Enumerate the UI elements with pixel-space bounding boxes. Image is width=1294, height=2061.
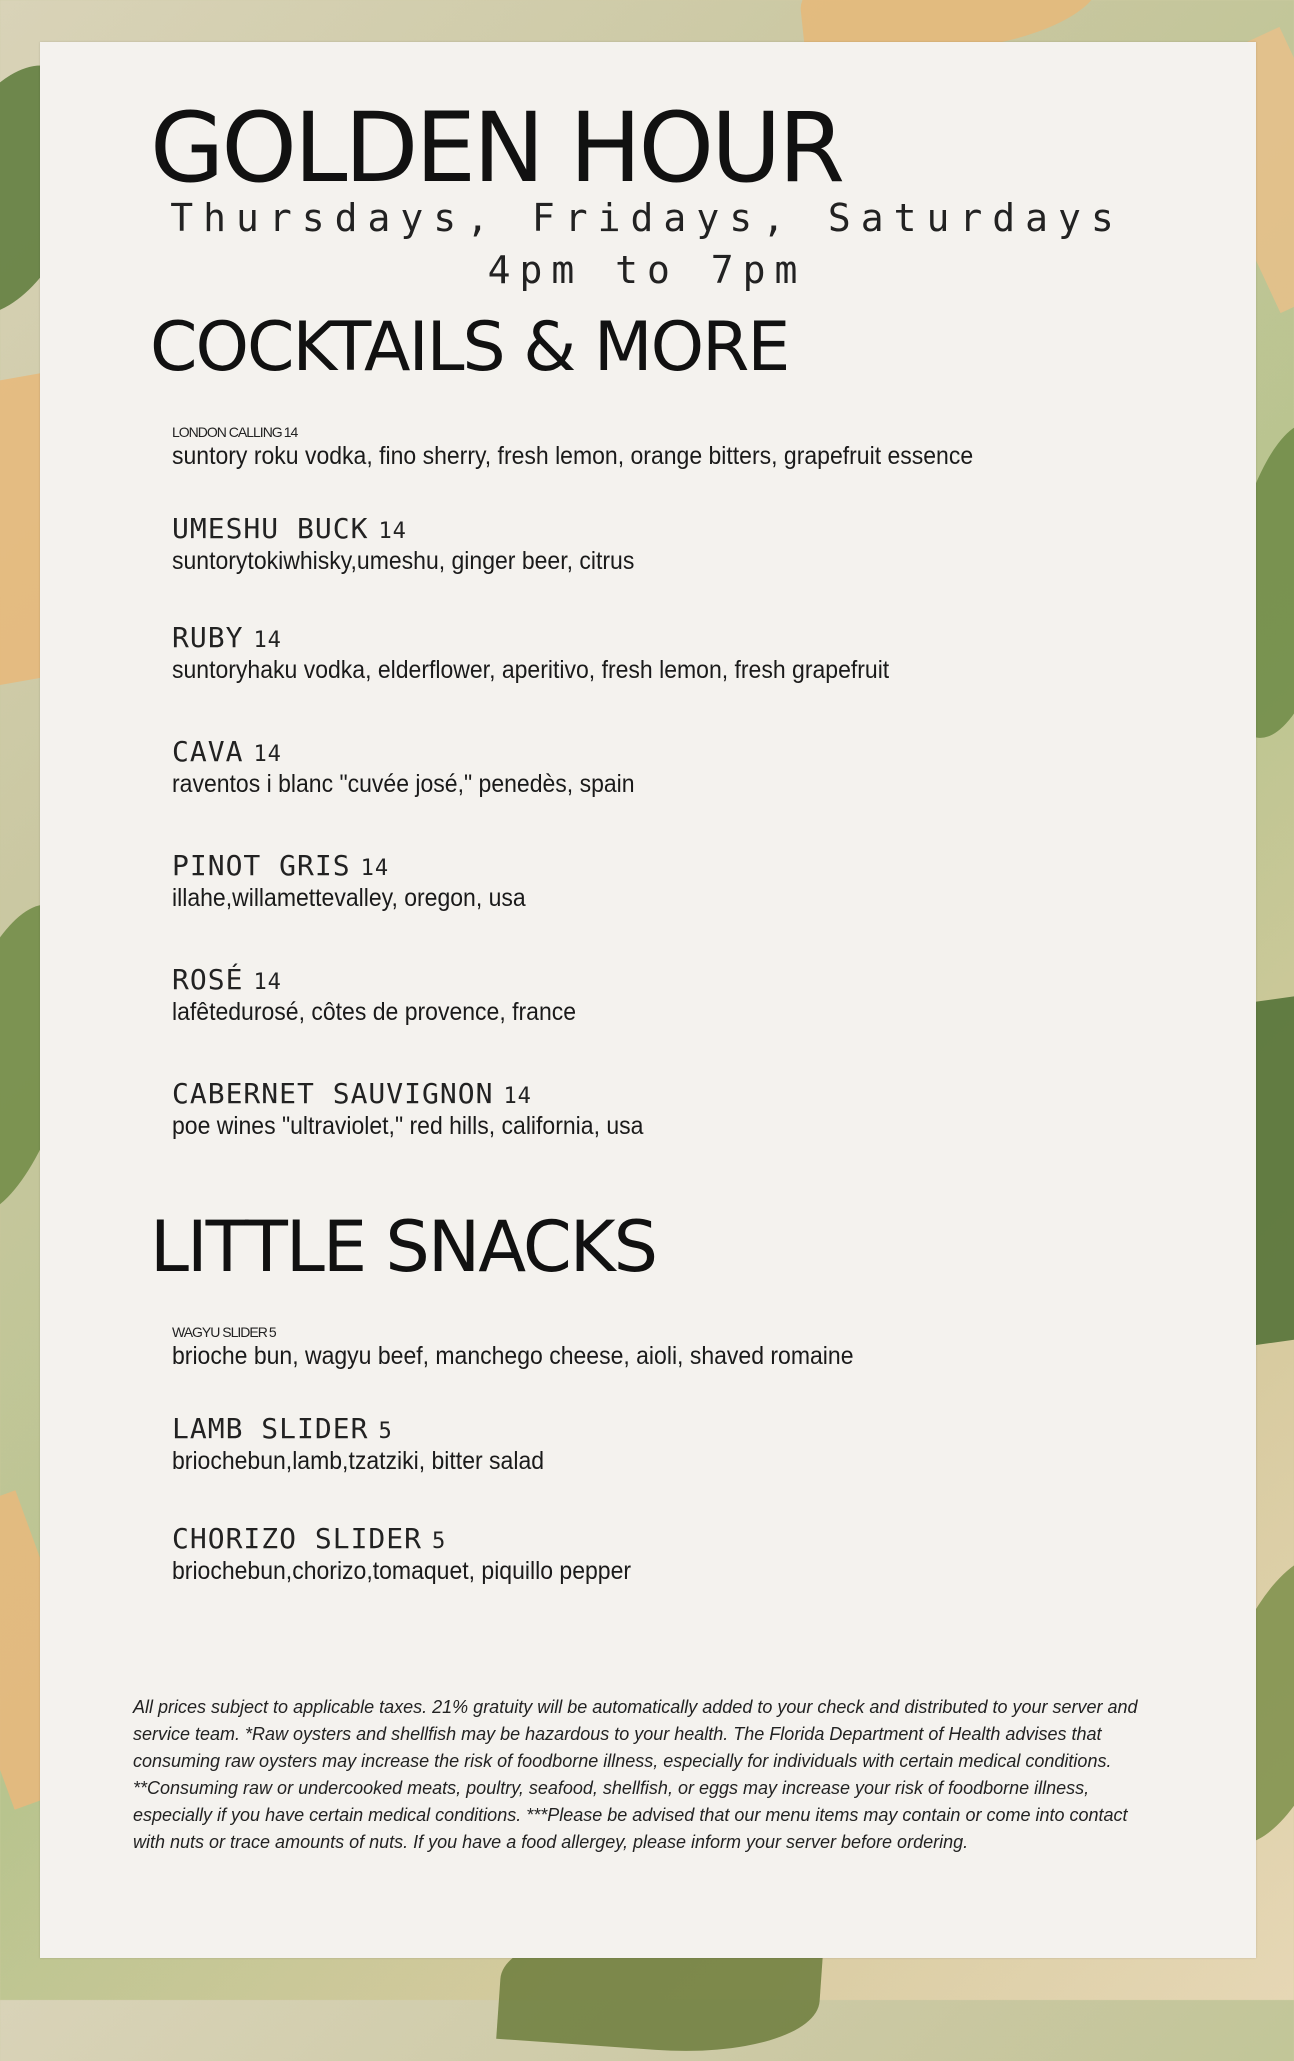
item-description: suntory roku vodka, fino sherry, fresh lemon, orange bitters, grapefruit essence: [172, 441, 974, 470]
item-description: poe wines "ultraviolet," red hills, california, usa: [172, 1111, 644, 1140]
item-price: 14: [253, 628, 282, 653]
item-description: briochebun,chorizo,tomaquet, piquillo pepper: [172, 1556, 632, 1585]
item-name: CHORIZO SLIDER: [172, 1522, 423, 1555]
menu-item: [172, 621, 952, 686]
item-description: suntoryhaku vodka, elderflower, aperitivo, fresh lemon, fresh grapefruit: [172, 655, 890, 684]
menu-item: [172, 1077, 684, 1142]
item-name: CABERNET SAUVIGNON: [172, 1077, 494, 1110]
item-description: raventos i blanc "cuvée josé," penedès, spain: [172, 769, 635, 798]
item-description: lafêtedurosé, côtes de provence, france: [172, 997, 577, 1026]
menu-item: [172, 963, 611, 1028]
item-price: 5: [268, 1324, 276, 1340]
disclaimer-text: All prices subject to applicable taxes. 21% gratuity will be automatically added to your check and distributed to your server and service team. *Raw oysters and shellfish may be hazardous to your health. The Florida Department of Health advises that consuming raw oysters may increase the risk of foodborne illness, especially for individuals with certain medical conditions. **Consuming raw or undercooked meats, poultry, seafood, shellfish, or eggs may increase your risk of foodborne illness, especially if you have certain medical conditions. ***Please be advised that our menu items may contain or come into contact with nuts or trace amounts of nuts. If you have a food allergey, please inform your server before ordering.: [133, 1697, 1138, 1852]
menu-item: [172, 1412, 576, 1477]
service-days: Thursdays, Fridays, Saturdays: [170, 196, 1124, 240]
item-price: 14: [253, 970, 282, 995]
menu-item: [172, 424, 1043, 472]
item-price: 14: [360, 856, 390, 881]
item-name: LAMB SLIDER: [172, 1412, 369, 1445]
item-price: 14: [378, 519, 407, 544]
item-description: brioche bun, wagyu beef, manchego cheese, aioli, shaved romaine: [172, 1341, 854, 1370]
cocktails-heading: COCKTAILS & MORE: [150, 308, 789, 387]
item-description: illahe,willamettevalley, oregon, usa: [172, 883, 526, 912]
item-name: CAVA: [172, 735, 244, 768]
service-hours: 4pm to 7pm: [487, 248, 807, 292]
item-name: RUBY: [172, 621, 244, 654]
item-name: LONDON CALLING: [172, 424, 282, 440]
menu-item: [172, 1324, 913, 1372]
item-name: ROSÉ: [172, 963, 244, 996]
item-description: suntorytokiwhisky,umeshu, ginger beer, citrus: [172, 546, 635, 575]
item-price: 5: [432, 1529, 447, 1554]
menu-title: GOLDEN HOUR: [150, 92, 843, 204]
snacks-heading: LITTLE SNACKS: [150, 1206, 657, 1288]
item-price: 14: [253, 742, 282, 767]
item-price: 14: [283, 424, 298, 440]
menu-item: [172, 735, 675, 800]
item-price: 14: [503, 1084, 532, 1109]
menu-item: [172, 849, 556, 914]
item-name: PINOT GRIS: [172, 849, 351, 882]
item-price: 5: [378, 1419, 393, 1444]
item-description: briochebun,lamb,tzatziki, bitter salad: [172, 1446, 545, 1475]
item-name: UMESHU BUCK: [172, 512, 369, 545]
item-name: WAGYU SLIDER: [172, 1324, 267, 1340]
menu-item: [172, 1522, 671, 1587]
menu-item: [172, 512, 675, 577]
